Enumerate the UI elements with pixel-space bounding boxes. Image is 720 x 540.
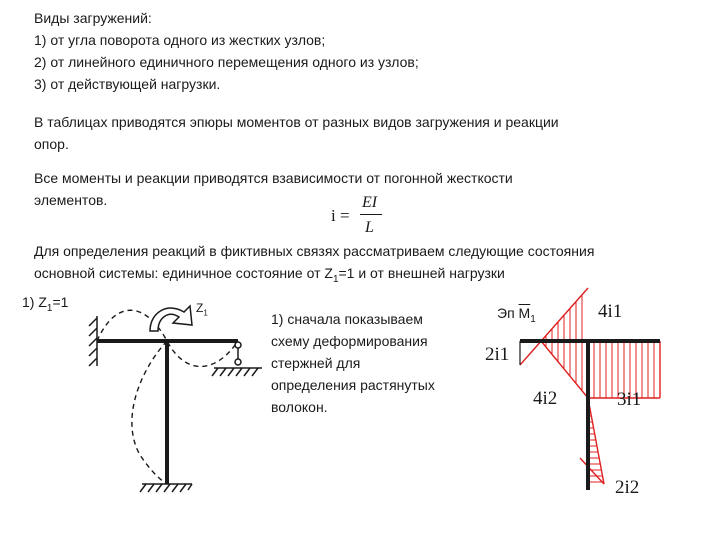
diagram-title: Эп $\overline{M}_1$	[497, 305, 536, 325]
intro-title: Виды загружений:	[34, 10, 152, 26]
value-4i1: 4i1	[598, 301, 623, 322]
formula-lhs: i =	[331, 206, 350, 225]
value-2i2: 2i2	[615, 477, 640, 498]
description-line-5: волокон.	[271, 399, 328, 415]
intro-item-1: 1) от угла поворота одного из жестких узлов;	[34, 32, 326, 48]
moments-paragraph-line-1: Все моменты и реакции приводятся взависимости от погонной жесткости	[34, 170, 513, 186]
reactions-paragraph-line-1: Для определения реакций в фиктивных связях рассматриваем следующие состояния	[34, 243, 595, 259]
description-line-2: схему деформирования	[271, 333, 428, 349]
description-line-1: 1) сначала показываем	[271, 311, 423, 327]
value-2i1: 2i1	[485, 344, 510, 365]
moments-paragraph-line-2: элементов.	[34, 192, 108, 208]
description-line-4: определения растянутых	[271, 377, 435, 393]
formula-numerator: EI	[362, 194, 378, 211]
formula-denominator: L	[365, 219, 374, 236]
intro-item-3: 3) от действующей нагрузки.	[34, 76, 221, 92]
reactions-paragraph-line-2: основной системы: единичное состояние от $Z_1=1$ и от внешней нагрузки	[34, 265, 505, 285]
description-line-3: стержней для	[271, 355, 361, 371]
intro-item-2: 2) от линейного единичного перемещения одного из узлов;	[34, 54, 419, 70]
value-3i1: 3i1	[617, 389, 642, 410]
tables-paragraph-line-2: опор.	[34, 136, 69, 152]
frame-z-label: $Z_1$	[196, 301, 208, 318]
tables-paragraph-line-1: В таблицах приводятся эпюры моментов от разных видов загружения и реакции	[34, 114, 559, 130]
state-label: 1) $Z_1=1$	[22, 294, 69, 314]
value-4i2: 4i2	[533, 388, 558, 409]
